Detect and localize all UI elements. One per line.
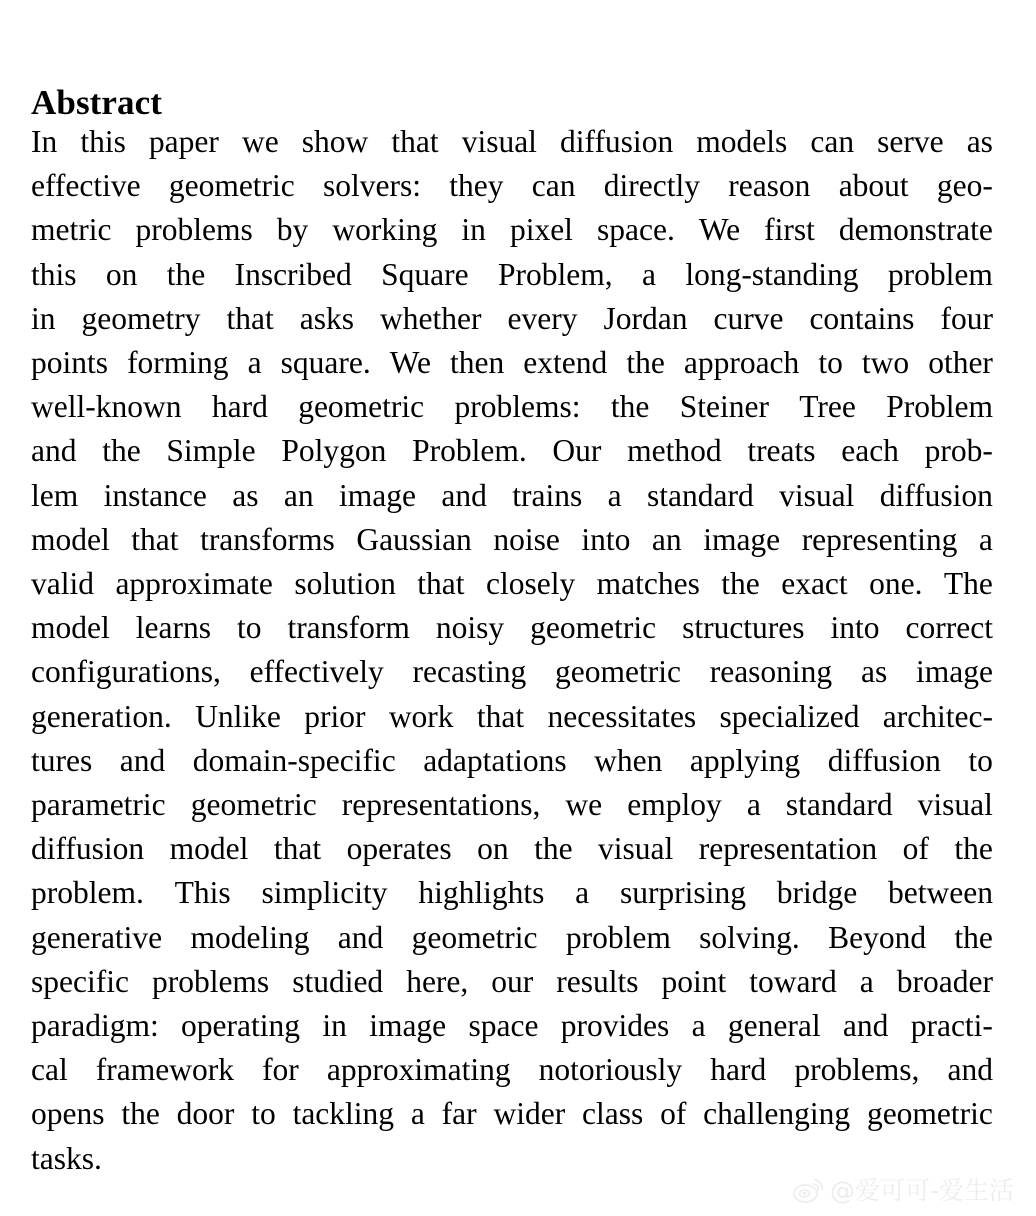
watermark-handle: @爱可可-爱生活 <box>829 1175 1014 1205</box>
abstract-line: in geometry that asks whether every Jordan curve contains four <box>31 300 993 336</box>
weibo-logo-icon <box>793 1177 825 1203</box>
abstract-line: diffusion model that operates on the visual representation of the <box>31 831 993 867</box>
abstract-paragraph <box>31 120 993 1181</box>
abstract-line: tasks. <box>31 1140 102 1176</box>
page-title: Abstract <box>31 83 163 123</box>
abstract-line: model learns to transform noisy geometric structures into correct <box>31 610 993 646</box>
abstract-line: opens the door to tackling a far wider class of challenging geometric <box>31 1096 993 1132</box>
abstract-line: generative modeling and geometric problem solving. Beyond the <box>31 919 993 955</box>
abstract-line: In this paper we show that visual diffusion models can serve as <box>31 124 993 159</box>
abstract-line: well-known hard geometric problems: the Steiner Tree Problem <box>31 389 993 425</box>
abstract-line: paradigm: operating in image space provides a general and practi- <box>31 1008 993 1044</box>
abstract-line: generation. Unlike prior work that necessitates specialized architec- <box>31 698 993 734</box>
abstract-line: this on the Inscribed Square Problem, a long-standing problem <box>31 256 993 292</box>
abstract-line: points forming a square. We then extend the approach to two other <box>31 345 993 381</box>
abstract-line: specific problems studied here, our results point toward a broader <box>31 963 993 999</box>
abstract-line: parametric geometric representations, we employ a standard visual <box>31 787 993 823</box>
abstract-line: and the Simple Polygon Problem. Our method treats each prob- <box>31 433 993 469</box>
abstract-line: metric problems by working in pixel space. We first demonstrate <box>31 212 993 248</box>
abstract-line: problem. This simplicity highlights a surprising bridge between <box>31 875 993 911</box>
abstract-line: valid approximate solution that closely matches the exact one. The <box>31 566 993 602</box>
abstract-line: cal framework for approximating notoriously hard problems, and <box>31 1052 993 1088</box>
abstract-line: tures and domain-specific adaptations when applying diffusion to <box>31 742 993 778</box>
abstract-line: lem instance as an image and trains a standard visual diffusion <box>31 477 993 513</box>
abstract-line: effective geometric solvers: they can directly reason about geo- <box>31 168 993 204</box>
weibo-watermark <box>793 1177 1014 1203</box>
abstract-line: model that transforms Gaussian noise into an image representing a <box>31 521 993 557</box>
abstract-line: configurations, effectively recasting geometric reasoning as image <box>31 654 993 690</box>
